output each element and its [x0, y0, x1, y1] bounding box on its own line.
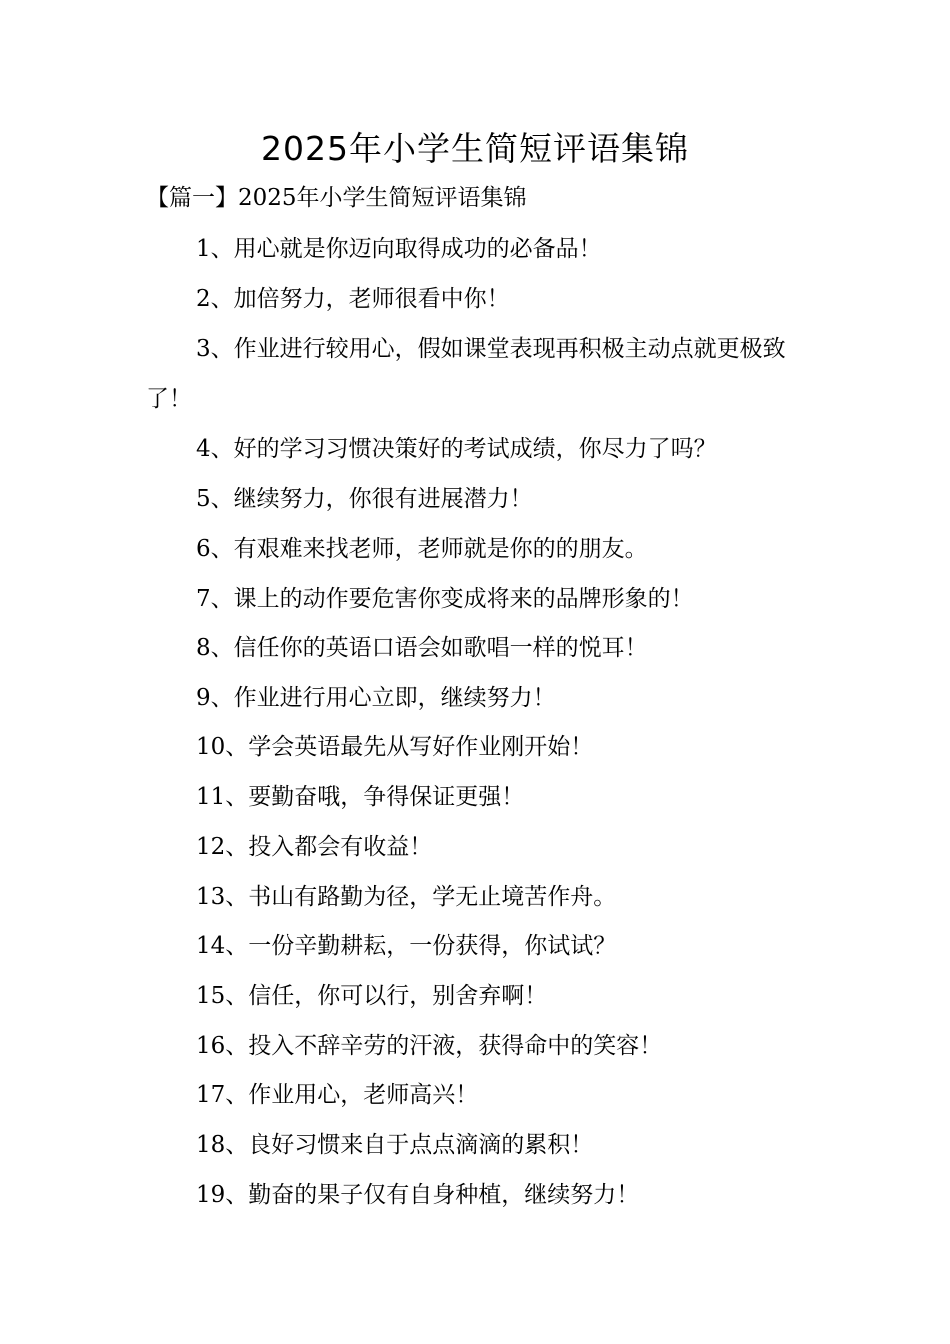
- list-item: 7、课上的动作要危害你变成将来的品牌形象的！: [196, 586, 694, 612]
- list-item: 12、投入都会有收益！: [196, 834, 433, 860]
- list-item: 8、信任你的英语口语会如歌唱一样的悦耳！: [196, 635, 648, 661]
- list-item: 14、一份辛勤耕耘，一份获得，你试试？: [196, 933, 617, 959]
- list-item: 13、书山有路勤为径，学无止境苦作舟。: [196, 884, 617, 910]
- section-heading: 【篇一】2025年小学生简短评语集锦: [146, 185, 527, 211]
- list-item: 5、继续努力，你很有进展潜力！: [196, 486, 533, 512]
- list-item: 15、信任，你可以行，别舍弃啊！: [196, 983, 548, 1009]
- list-item: 2、加倍努力，老师很看中你！: [196, 286, 510, 312]
- list-item: 11、要勤奋哦，争得保证更强！: [196, 784, 525, 810]
- list-item: 19、勤奋的果子仅有自身种植，继续努力！: [196, 1182, 640, 1208]
- list-item: 18、良好习惯来自于点点滴滴的累积！: [196, 1132, 594, 1158]
- list-item: 9、作业进行用心立即，继续努力！: [196, 685, 556, 711]
- list-item: 3、作业进行较用心，假如课堂表现再积极主动点就更极致了！: [146, 336, 786, 412]
- list-item: 4、好的学习习惯决策好的考试成绩，你尽力了吗？: [196, 436, 717, 462]
- list-item: 1、用心就是你迈向取得成功的必备品！: [196, 236, 602, 262]
- list-item: 17、作业用心，老师高兴！: [196, 1082, 479, 1108]
- list-item: 6、有艰难来找老师，老师就是你的的朋友。: [196, 536, 648, 562]
- document-title: 2025年小学生简短评语集锦: [261, 129, 689, 168]
- list-item: 16、投入不辞辛劳的汗液，获得命中的笑容！: [196, 1033, 663, 1059]
- list-item: 10、学会英语最先从写好作业刚开始！: [196, 734, 594, 760]
